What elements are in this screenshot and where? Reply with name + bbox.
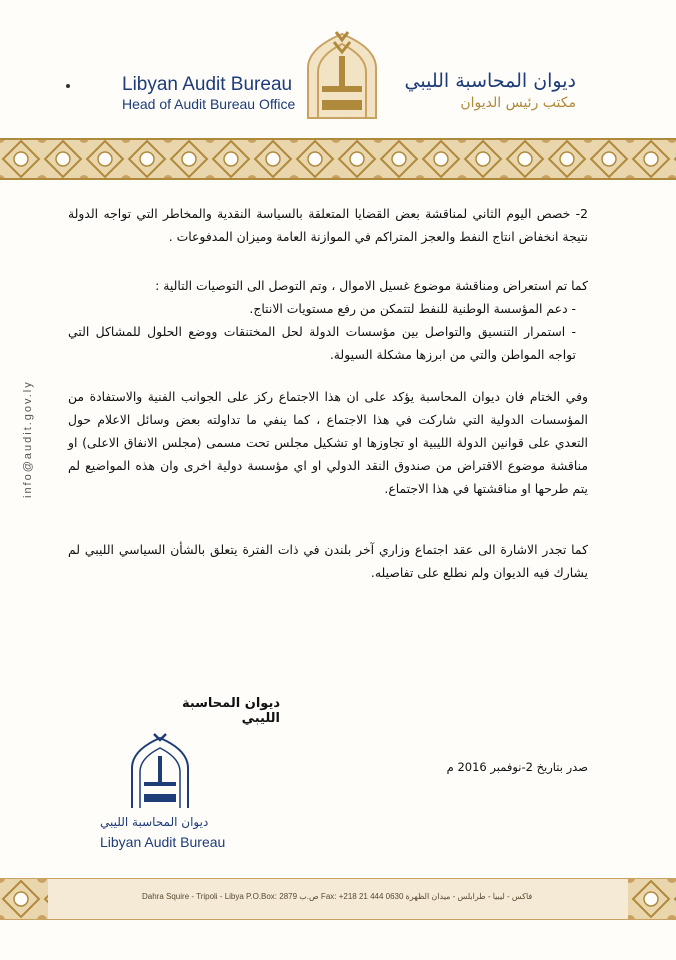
arabic-org-name: ديوان المحاسبة الليبي: [404, 70, 576, 92]
paragraph-note: كما تجدر الاشارة الى عقد اجتماع وزاري آخر بلندن في ذات الفترة يتعلق بالشأن السياسي الليبي لم يشارك فيه الديوان ولم نطلع على تفاصيله.: [68, 542, 588, 580]
issue-date: صدر بتاريخ 2-نوفمبر 2016 م: [446, 760, 588, 774]
recommendation-item: - دعم المؤسسة الوطنية للنفط لتتمكن من رفع مستويات الانتاج.: [249, 301, 576, 316]
letterhead: [0, 0, 676, 140]
paragraph-conclusion: وفي الختام فان ديوان المحاسبة يؤكد على ان هذا الاجتماع ركز على الجوانب الفنية والاستفادة من المؤسسات الدولية التي شاركت في هذا الاجتماع ، كما ينفي ما تداولته بعض وسائل الاعلام حول التعدي على قوانين الدولة الليبية او تجاوزها او تشكيل مجلس تحت مسمى (مجلس الانفاق الاعلى) او مناقشة موضوع الاقتراض من صندوق النقد الدولي او اي مؤسسة دولية اخرى وان هذه المواضيع لم يتم طرحها او مناقشتها في هذا الاجتماع.: [68, 389, 588, 496]
bureau-logo: [300, 28, 384, 120]
ornamental-band-top: [0, 138, 676, 180]
bureau-stamp-logo: [120, 730, 200, 810]
stamp-english-name: Libyan Audit Bureau: [100, 834, 226, 850]
paragraph-point-2: 2- خصص اليوم الثاني لمناقشة بعض القضايا المتعلقة بالسياسة النقدية والمخاطر التي تواجه الدولة نتيجة انخفاض انتاج النفط والعجز المتراكم في الموازنة العامة وميزان المدفوعات .: [68, 206, 588, 244]
stamp-arabic-name: ديوان المحاسبة الليبي: [100, 815, 209, 829]
recommendations-intro: كما تم استعراض ومناقشة موضوع غسيل الاموال ، وتم التوصل الى التوصيات التالية :: [155, 278, 588, 293]
side-email-address: info@audit.gov.ly: [22, 380, 34, 498]
english-org-name: Libyan Audit Bureau: [122, 74, 293, 95]
recommendation-item: - استمرار التنسيق والتواصل بين مؤسسات الدولة لحل المختنقات ووضع الحلول للمشاكل التي تواجه المواطن والتي من ابرزها مشكلة السيولة.: [68, 324, 576, 362]
paragraph-recommendations: [68, 274, 588, 366]
english-office-name: Head of Audit Bureau Office: [122, 96, 296, 112]
signature-name: ديوان المحاسبة الليبي: [181, 696, 280, 726]
arabic-office-name: مكتب رئيس الديوان: [460, 95, 576, 111]
bullet-dot: [66, 84, 70, 88]
footer-address: Dahra Squire - Tripoli - Libya P.O.Box: 2879 ص.ب Fax: +218 21 444 0630 فاكس - ليبيا - طرابلس - ميدان الظهرة: [142, 892, 533, 901]
